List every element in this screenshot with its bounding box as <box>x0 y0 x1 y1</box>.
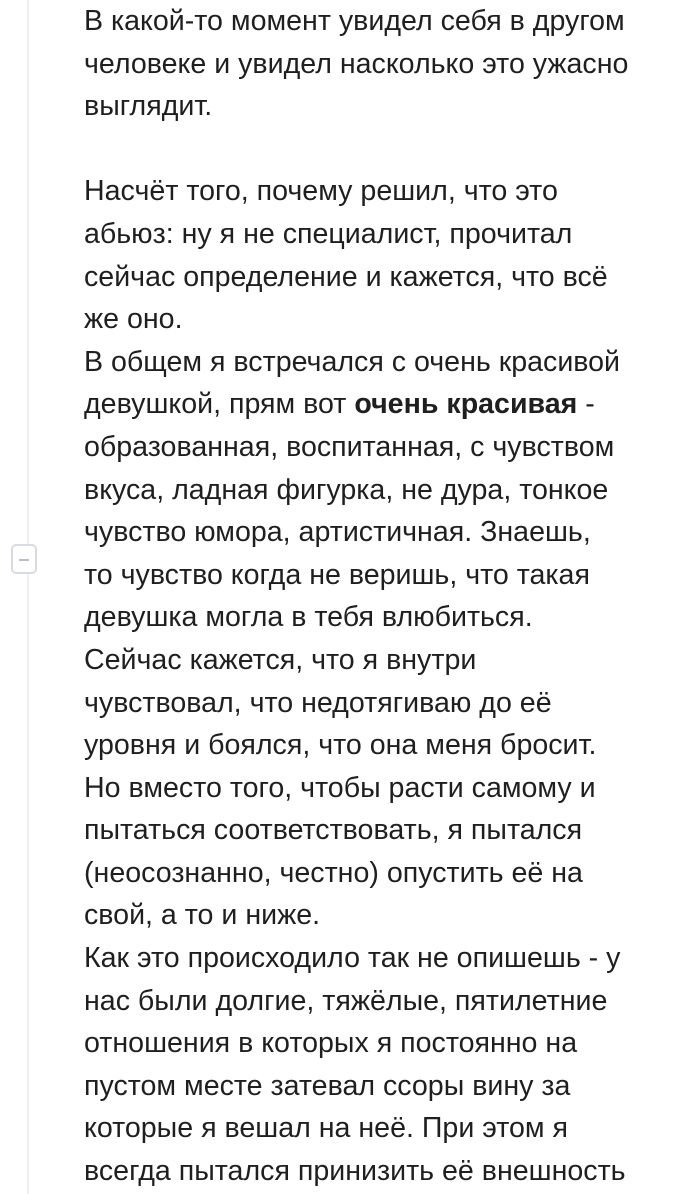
comment-paragraph-4 <box>84 937 674 1193</box>
comment-line: сейчас определение и кажется, что всё <box>84 260 608 293</box>
thread-line[interactable] <box>27 0 29 1194</box>
comment-line: В какой-то момент увидел себя в другом <box>84 5 625 37</box>
comment-text-run: девушкой, прям вот <box>84 388 355 421</box>
comment-text-run: - <box>577 388 595 421</box>
bold-emphasis: очень красивая <box>354 388 578 421</box>
comment-line: Сейчас кажется, что я внутри <box>84 643 477 676</box>
comment-line: выглядит. <box>84 90 213 123</box>
comment-line: чувствовал, что недотягиваю до её <box>84 686 552 719</box>
comment-line: чувство юмора, артистичная. Знаешь, <box>84 516 591 549</box>
comment-line: то чувство когда не веришь, что такая <box>84 558 590 591</box>
comment-paragraph-3 <box>84 341 674 937</box>
comment-line: Но вместо того, чтобы расти самому и <box>84 771 596 804</box>
comment-line: пытаться соответствовать, я пытался <box>84 814 583 847</box>
comment-line: Насчёт того, почему решил, что это <box>84 175 558 208</box>
comment-line: человеке и увидел насколько это ужасно <box>84 47 629 80</box>
paragraph-gap <box>84 128 674 171</box>
comment-text <box>84 0 674 1193</box>
comment-line: пустом месте затевал ссоры вину за <box>84 1069 571 1102</box>
comment-line: девушка могла в тебя влюбиться. <box>84 601 533 634</box>
comment-line: абьюз: ну я не специалист, прочитал <box>84 217 573 250</box>
comment-line: свой, а то и ниже. <box>84 899 321 932</box>
comment-line: же оно. <box>84 303 183 336</box>
comment-line: которые я вешал на неё. При этом я <box>84 1112 568 1145</box>
comment-line: Как это происходило так не опишешь - у <box>84 942 621 975</box>
comment-line: уровня и боялся, что она меня бросит. <box>84 729 597 762</box>
minus-icon <box>19 559 29 561</box>
comment-line <box>84 383 674 426</box>
comment-line: (неосознанно, честно) опустить её на <box>84 856 583 889</box>
comment-line: вкуса, ладная фигурка, не дура, тонкое <box>84 473 609 506</box>
collapse-thread-button[interactable] <box>11 544 37 574</box>
comment-paragraph-2 <box>84 170 674 340</box>
comment-line: образованная, воспитанная, с чувством <box>84 430 615 463</box>
comment-line: нас были долгие, тяжёлые, пятилетние <box>84 984 608 1017</box>
comment-line: всегда пытался принизить её внешность <box>84 1155 626 1188</box>
comment-line: В общем я встречался с очень красивой <box>84 345 621 378</box>
comment-paragraph-1 <box>84 0 674 128</box>
comment-line: отношения в которых я постоянно на <box>84 1027 578 1060</box>
